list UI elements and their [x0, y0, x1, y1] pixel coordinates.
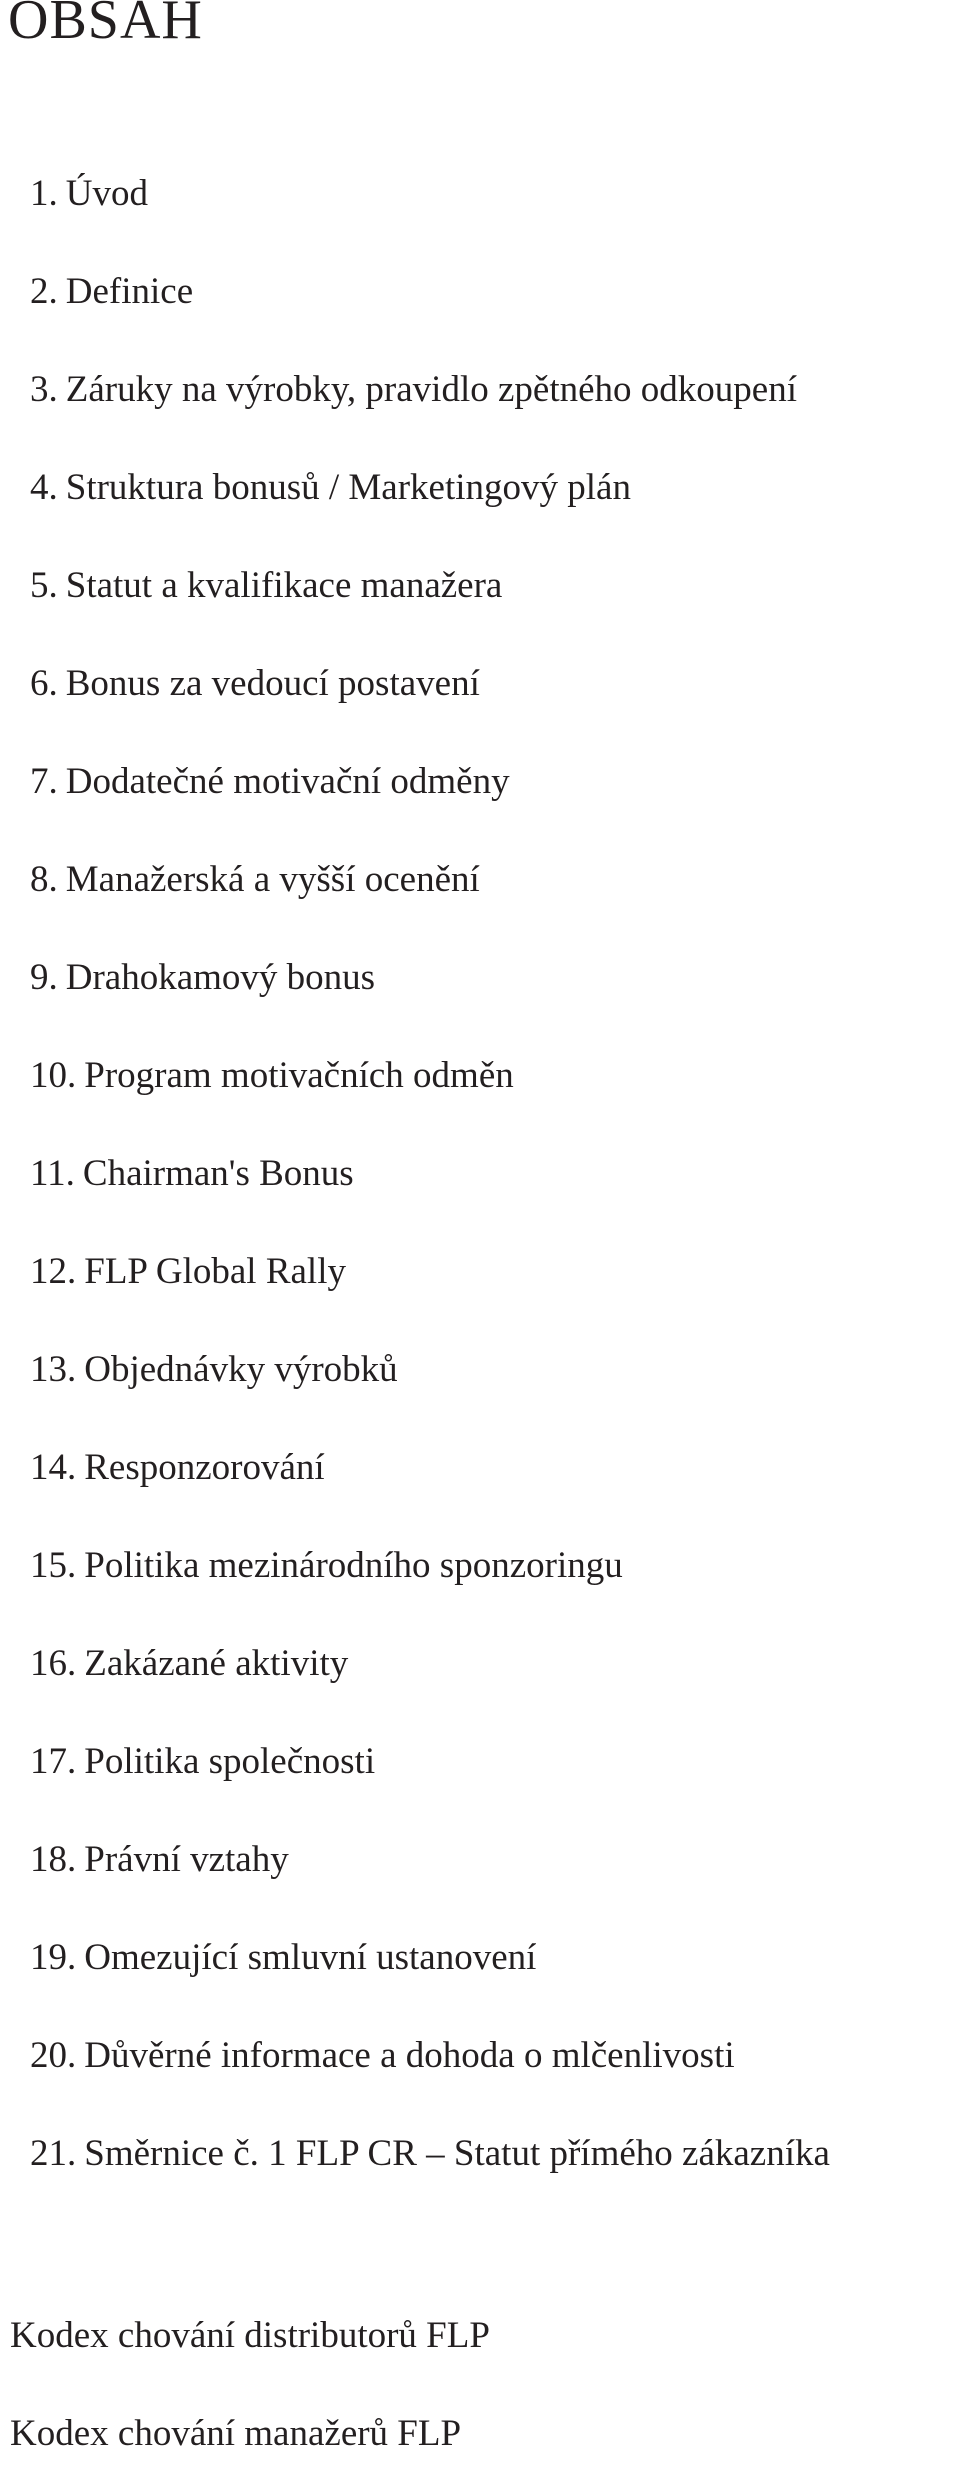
toc-label: Manažerská a vyšší ocenění [65, 859, 480, 900]
toc-item-1[interactable] [30, 145, 830, 243]
toc-item-10[interactable] [30, 1027, 830, 1125]
toc-item-9[interactable] [30, 929, 830, 1027]
toc-item-14[interactable] [30, 1419, 830, 1517]
toc-item-18[interactable] [30, 1811, 830, 1909]
toc-number: 12. [30, 1251, 77, 1292]
toc-item-11[interactable] [30, 1125, 830, 1223]
toc-label: Politika společnosti [84, 1741, 376, 1782]
toc-label: FLP Global Rally [84, 1251, 346, 1292]
toc-item-17[interactable] [30, 1713, 830, 1811]
toc-item-4[interactable] [30, 439, 830, 537]
toc-label: Úvod [65, 173, 148, 214]
appendix-list [10, 2287, 490, 2483]
toc-item-15[interactable] [30, 1517, 830, 1615]
toc-label: Důvěrné informace a dohoda o mlčenlivosti [84, 2035, 735, 2076]
toc-label: Dodatečné motivační odměny [65, 761, 510, 802]
toc-label: Záruky na výrobky, pravidlo zpětného odkoupení [65, 369, 797, 410]
toc-item-13[interactable] [30, 1321, 830, 1419]
appendix-item-distributor-code[interactable]: Kodex chování distributorů FLP [10, 2315, 490, 2356]
toc-number: 7. [30, 761, 58, 802]
toc-number: 8. [30, 859, 58, 900]
toc-label: Právní vztahy [84, 1839, 289, 1880]
toc-item-2[interactable] [30, 243, 830, 341]
toc-number: 11. [30, 1153, 75, 1194]
toc-number: 15. [30, 1545, 77, 1586]
toc-label: Zakázané aktivity [84, 1643, 349, 1684]
toc-item-7[interactable] [30, 733, 830, 831]
toc-number: 17. [30, 1741, 77, 1782]
toc-label: Směrnice č. 1 FLP CR – Statut přímého zákazníka [84, 2133, 830, 2174]
table-of-contents [30, 145, 830, 2203]
toc-number: 20. [30, 2035, 77, 2076]
toc-item-12[interactable] [30, 1223, 830, 1321]
toc-number: 4. [30, 467, 58, 508]
toc-number: 6. [30, 663, 58, 704]
toc-item-16[interactable] [30, 1615, 830, 1713]
toc-number: 5. [30, 565, 58, 606]
toc-number: 2. [30, 271, 58, 312]
page-title: OBSAH [8, 0, 203, 51]
toc-label: Chairman's Bonus [82, 1153, 354, 1194]
toc-item-20[interactable] [30, 2007, 830, 2105]
toc-label: Drahokamový bonus [65, 957, 376, 998]
toc-label: Program motivačních odměn [84, 1055, 514, 1096]
toc-label: Omezující smluvní ustanovení [84, 1937, 537, 1978]
toc-number: 19. [30, 1937, 77, 1978]
toc-label: Definice [65, 271, 194, 312]
toc-label: Statut a kvalifikace manažera [65, 565, 503, 606]
appendix-item-manager-code[interactable]: Kodex chování manažerů FLP [10, 2413, 462, 2454]
toc-item-8[interactable] [30, 831, 830, 929]
toc-item-19[interactable] [30, 1909, 830, 2007]
toc-number: 9. [30, 957, 58, 998]
toc-label: Objednávky výrobků [84, 1349, 398, 1390]
toc-item-5[interactable] [30, 537, 830, 635]
toc-label: Struktura bonusů / Marketingový plán [65, 467, 631, 508]
toc-number: 14. [30, 1447, 77, 1488]
toc-number: 13. [30, 1349, 77, 1390]
toc-item-3[interactable] [30, 341, 830, 439]
toc-number: 10. [30, 1055, 77, 1096]
toc-item-6[interactable] [30, 635, 830, 733]
toc-item-21[interactable] [30, 2105, 830, 2203]
toc-label: Responzorování [84, 1447, 325, 1488]
toc-number: 16. [30, 1643, 77, 1684]
toc-number: 21. [30, 2133, 77, 2174]
toc-label: Politika mezinárodního sponzoringu [84, 1545, 623, 1586]
toc-number: 18. [30, 1839, 77, 1880]
toc-number: 1. [30, 173, 58, 214]
toc-label: Bonus za vedoucí postavení [65, 663, 480, 704]
toc-number: 3. [30, 369, 58, 410]
